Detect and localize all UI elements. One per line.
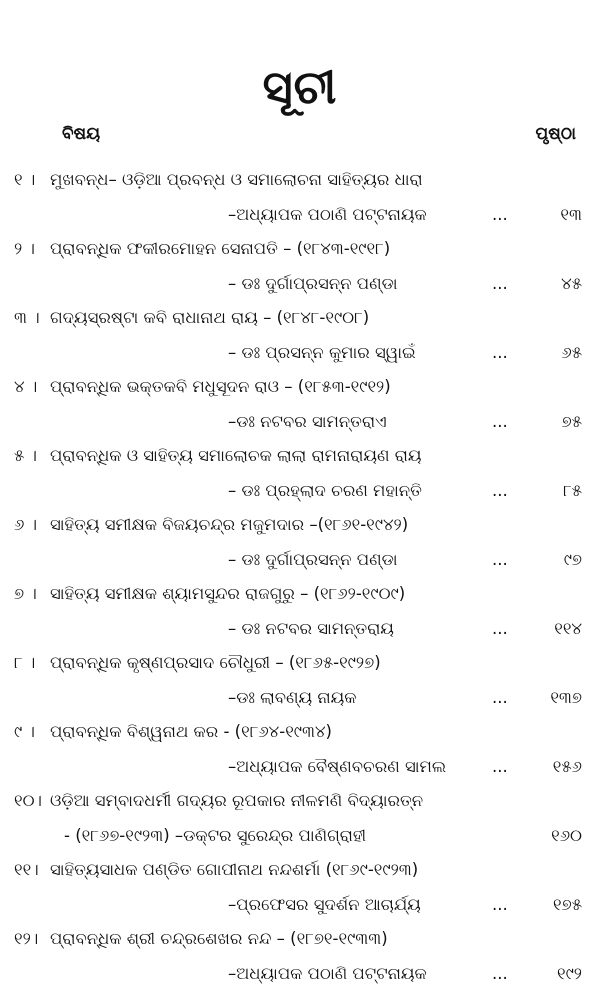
toc-entry-title-line <box>0 715 600 750</box>
toc-entry-author: - (୧୮୬୭-୧୯୨୩) –ଡକ୍ଟର ସୁରେନ୍ଦ୍ର ପାଣିଗ୍ରାହୀ <box>64 819 366 854</box>
toc-entry <box>0 784 600 853</box>
toc-entry-number: ୬ । <box>14 508 62 543</box>
toc-entry-title: ପ୍ରାବନ୍ଧିକ ଓ ସାହିତ୍ୟ ସମାଲୋଚକ ଲାଲା ରାମନାରାୟଣ ରାୟ <box>50 439 421 474</box>
toc-entry-page-number: ୧୯୨ <box>557 957 582 991</box>
toc-entry-title-line <box>0 232 600 267</box>
toc-entry-author: –ଅଧ୍ୟାପକ ପଠାଣି ପଟ୍ଟନାୟକ <box>228 198 427 233</box>
toc-entry-author-line <box>0 681 600 716</box>
toc-entry-number: ୧୨। <box>14 922 62 957</box>
toc-entry-page-number: ୮୫ <box>563 474 582 509</box>
toc-entry-title-line <box>0 508 600 543</box>
toc-entry-author-line <box>0 198 600 233</box>
toc-entry-number: ୧୧। <box>14 853 62 888</box>
toc-entry-author-line <box>0 957 600 991</box>
toc-entry-number: ୧ । <box>14 163 62 198</box>
toc-entry-page-number: ୧୧୪ <box>554 612 582 647</box>
toc-entry-author: –ଅଧ୍ୟାପକ ପଠାଣି ପଟ୍ଟନାୟକ <box>228 957 427 991</box>
toc-entry-page-number: ୯୭ <box>564 543 582 578</box>
toc-entry <box>0 163 600 232</box>
page-column-label: ପୃଷ୍ଠା <box>536 124 576 144</box>
toc-entry-title-line <box>0 577 600 612</box>
toc-entry-title: ସାହିତ୍ୟ ସମୀକ୍ଷକ ଶ୍ୟାମସୁନ୍ଦର ରାଜଗୁରୁ – (୧୮୬୨-୧୯୦୯) <box>50 577 405 612</box>
toc-entry <box>0 646 600 715</box>
toc-entry-leader-dots: ... <box>492 198 508 233</box>
toc-entry-leader-dots: ... <box>492 888 508 923</box>
toc-entry-number: ୯ । <box>14 715 62 750</box>
toc-entry-leader-dots: ... <box>492 750 508 785</box>
toc-entry-page-number: ୧୩ <box>560 198 582 233</box>
toc-entry-title-line <box>0 853 600 888</box>
toc-entry-author: – ଡଃ ନଟବର ସାମନ୍ତରାୟ <box>228 612 394 647</box>
toc-entry-author: – ଡଃ ଦୁର୍ଗାପ୍ରସନ୍ନ ପଣ୍ଡା <box>228 267 398 302</box>
toc-entry-title: ସାହିତ୍ୟସାଧକ ପଣ୍ଡିତ ଗୋପୀନାଥ ନନ୍ଦଶର୍ମା (୧୮୬୯-୧୯୨୩) <box>50 853 418 888</box>
toc-entry-title-line <box>0 163 600 198</box>
subject-column-label: ବିଷୟ <box>62 124 100 144</box>
toc-entry-title-line <box>0 646 600 681</box>
toc-entry-title-line <box>0 922 600 957</box>
toc-entry-title: ମୁଖବନ୍ଧ– ଓଡ଼ିଆ ପ୍ରବନ୍ଧ ଓ ସମାଲୋଚନା ସାହିତ୍ୟର ଧାରା <box>50 163 423 198</box>
toc-entry <box>0 577 600 646</box>
toc-entry-author-line <box>0 819 600 854</box>
toc-entry-author-line <box>0 267 600 302</box>
toc-entry-page-number: ୧୫୬ <box>553 750 582 785</box>
toc-entry <box>0 853 600 922</box>
toc-entry-author-line <box>0 336 600 371</box>
toc-entry-title-line <box>0 784 600 819</box>
toc-entries <box>0 163 600 991</box>
toc-entry-leader-dots: ... <box>492 267 508 302</box>
toc-entry-author: – ଡଃ ପ୍ରହ୍ଲାଦ ଚରଣ ମହାନ୍ତି <box>228 474 422 509</box>
toc-entry-number: ୪ । <box>14 370 62 405</box>
toc-entry-number: ୮ । <box>14 646 62 681</box>
toc-entry-leader-dots: ... <box>492 681 508 716</box>
toc-entry-author-line <box>0 405 600 440</box>
toc-entry-author-line <box>0 750 600 785</box>
toc-entry-author: –ଡଃ ଲାବଣ୍ୟ ନାୟକ <box>228 681 356 716</box>
toc-entry-leader-dots: ... <box>492 543 508 578</box>
toc-entry <box>0 922 600 991</box>
toc-entry <box>0 232 600 301</box>
toc-entry-title: ପ୍ରାବନ୍ଧିକ ଭକ୍ତକବି ମଧୁସୂଦନ ରାଓ – (୧୮୫୩-୧୯୧୨) <box>50 370 391 405</box>
toc-entry <box>0 715 600 784</box>
toc-entry-title-line <box>0 301 600 336</box>
toc-entry-number: ୩ । <box>14 301 62 336</box>
toc-entry-leader-dots: ... <box>492 612 508 647</box>
toc-entry-title-line <box>0 370 600 405</box>
toc-entry-number: ୧୦। <box>14 784 62 819</box>
toc-entry <box>0 370 600 439</box>
toc-entry-number: ୭ । <box>14 577 62 612</box>
toc-entry-author: – ଡଃ ଦୁର୍ଗାପ୍ରସନ୍ନ ପଣ୍ଡା <box>228 543 398 578</box>
toc-entry-page-number: ୬୫ <box>561 336 582 371</box>
toc-entry-page-number: ୭୫ <box>562 405 582 440</box>
toc-entry-author-line <box>0 888 600 923</box>
toc-entry-author: –ପ୍ରଫେସର ସୁଦର୍ଶନ ଆଚାର୍ଯ୍ୟ <box>228 888 421 923</box>
toc-entry-leader-dots: ... <box>492 474 508 509</box>
toc-entry <box>0 301 600 370</box>
toc-entry-author: – ଡଃ ପ୍ରସନ୍ନ କୁମାର ସ୍ୱାଇଁ <box>228 336 416 371</box>
toc-entry-leader-dots: ... <box>492 957 508 991</box>
toc-entry-author-line <box>0 543 600 578</box>
toc-entry <box>0 508 600 577</box>
toc-entry-leader-dots: ... <box>492 336 508 371</box>
toc-entry-page-number: ୧୬୦ <box>551 819 582 854</box>
toc-entry-title: ସାହିତ୍ୟ ସମୀକ୍ଷକ ବିଜୟଚନ୍ଦ୍ର ମଜୁମଦାର –(୧୮୬୧-୧୯୪୨) <box>50 508 408 543</box>
toc-entry-title: ଗଦ୍ୟସ୍ରଷ୍ଟା କବି ରାଧାନାଥ ରାୟ – (୧୮୪୮-୧୯୦୮) <box>50 301 369 336</box>
toc-entry-page-number: ୧୭୫ <box>553 888 582 923</box>
toc-entry-author: –ଅଧ୍ୟାପକ ବୈଷ୍ଣବଚରଣ ସାମଲ <box>228 750 446 785</box>
page-title: ସୂଚୀ <box>0 60 600 116</box>
toc-entry-title: ପ୍ରାବନ୍ଧିକ ଶ୍ରୀ ଚନ୍ଦ୍ରଶେଖର ନନ୍ଦ – (୧୮୭୧-୧୯୩୩) <box>50 922 388 957</box>
toc-entry-author-line <box>0 474 600 509</box>
toc-entry-title: ପ୍ରାବନ୍ଧିକ ଫକୀରମୋହନ ସେନାପତି – (୧୮୪୩-୧୯୧୮) <box>50 232 390 267</box>
toc-entry-title: ପ୍ରାବନ୍ଧିକ ବିଶ୍ୱନାଥ କର - (୧୮୬୪-୧୯୩୪) <box>50 715 332 750</box>
toc-entry <box>0 439 600 508</box>
toc-entry-author-line <box>0 612 600 647</box>
toc-entry-title-line <box>0 439 600 474</box>
toc-entry-title: ଓଡ଼ିଆ ସମ୍ବାଦଧର୍ମୀ ଗଦ୍ୟର ରୂପକାର ନୀଳମଣି ବିଦ୍ୟାରତ୍ନ <box>50 784 423 819</box>
toc-entry-author: –ଡଃ ନଟବର ସାମନ୍ତରାଏ <box>228 405 387 440</box>
toc-entry-number: ୨ । <box>14 232 62 267</box>
toc-header <box>0 124 600 154</box>
toc-entry-number: ୫ । <box>14 439 62 474</box>
toc-entry-title: ପ୍ରାବନ୍ଧିକ କୃଷ୍ଣପ୍ରସାଦ ଚୌଧୁରୀ – (୧୮୬୫-୧୯୨୭) <box>50 646 381 681</box>
toc-entry-page-number: ୧୩୭ <box>550 681 582 716</box>
toc-entry-page-number: ୪୫ <box>561 267 582 302</box>
toc-entry-leader-dots: ... <box>492 405 508 440</box>
